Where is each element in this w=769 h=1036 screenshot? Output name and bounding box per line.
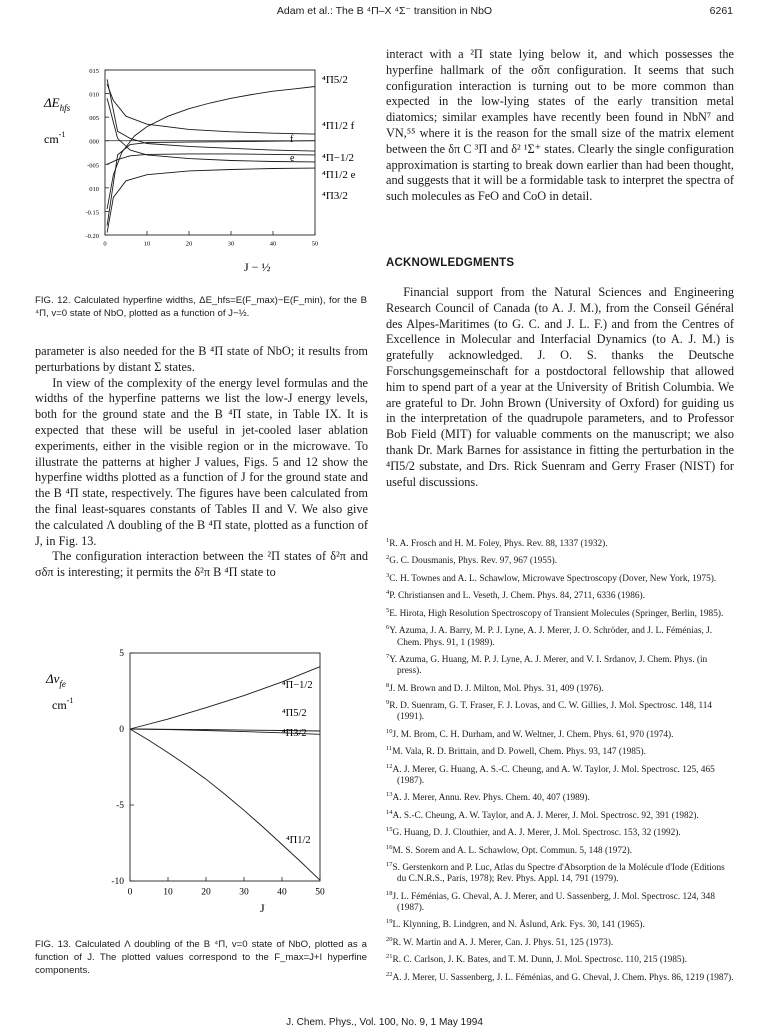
reference-number: 12 [386,762,393,770]
reference-item [386,622,734,648]
fig12-ytick-label: -005 [87,162,99,170]
reference-item [386,535,734,550]
reference-text: E. Hirota, High Resolution Spectroscopy of Transient Molecules (Springer, Berlin, 1985). [389,609,724,620]
reference-text: G. C. Dousmanis, Phys. Rev. 97, 967 (1955). [389,556,558,567]
reference-number: 6 [386,624,390,632]
fig12-ytick-label: -0.20 [85,233,99,240]
fig12-y-ticks [85,68,109,240]
fig12-label-pi52: ⁴Π5/2 [322,74,348,86]
reference-number: 5 [386,606,390,614]
fig13-label-pi52: ⁴Π5/2 [282,708,307,719]
fig12-xtick-label: 10 [143,240,151,248]
fig12-xtick-label: 30 [227,240,235,248]
reference-item [386,761,734,787]
reference-number: 14 [386,808,393,816]
reference-text: S. Gerstenkorn and P. Luc, Atlas du Spectre d'Absorption de la Molécule d'Iode (Editions du C.N.R.S., Paris, 1978); Rev. Phys. Appl. 14, 791 (1979). [392,863,725,885]
fig13-label-pi12: ⁴Π1/2 [286,835,311,846]
reference-item [386,916,734,931]
reference-item [386,651,734,677]
reference-text: A. J. Merer, G. Huang, A. S.-C. Cheung, and A. W. Taylor, J. Mol. Spectrosc. 125, 465 (1987). [392,764,715,786]
reference-text: J. M. Brown and D. J. Milton, Mol. Phys. 31, 409 (1976). [389,683,604,694]
fig12-ytick-label: 015 [89,68,99,75]
fig12-series-line-4 [107,154,315,164]
left-column-body [35,344,368,581]
reference-text: R. C. Carlson, J. K. Bates, and T. M. Dunn, J. Mol. Spectrosc. 110, 215 (1985). [392,955,687,966]
page-number: 6261 [709,5,733,17]
reference-item [386,859,734,885]
reference-number: 20 [386,935,393,943]
reference-number: 18 [386,889,393,897]
figure-12-chart [0,60,380,285]
reference-item [386,605,734,620]
reference-list [386,535,734,986]
fig13-ytick-label: 0 [119,725,124,735]
acknowledgments-heading: ACKNOWLEDGMENTS [386,257,515,269]
left-paragraph-3: The configuration interaction between the ²Π states of δ²π and σδπ is interesting; it permits the δ²π B ⁴Π state to [35,549,368,580]
fig13-ytick-label: -10 [111,877,124,887]
fig12-curves [105,79,315,232]
reference-item [386,743,734,758]
reference-item [386,697,734,723]
fig12-ytick-label: 005 [89,115,99,123]
fig13-x-ticks [128,877,325,898]
fig12-series-line-6 [107,168,315,233]
figure-13-caption: FIG. 13. Calculated Λ doubling of the B ⁴Π, v=0 state of NbO, plotted as a function of J. The plotted values correspond to the F_max=J+I hyperfine components. [35,939,367,976]
fig12-series-line-1 [107,84,315,134]
reference-item [386,552,734,567]
fig12-xlabel: J − ½ [244,260,271,274]
reference-item [386,680,734,695]
fig13-label-pim12: ⁴Π−1/2 [282,680,313,691]
fig13-label-pi32: ⁴Π3/2 [282,728,307,739]
reference-number: 2 [386,554,390,562]
fig12-ytick-label: 010 [89,91,99,99]
running-title: Adam et al.: The B ⁴Π–X ⁴Σ⁻ transition in NbO [276,5,493,17]
reference-text: R. D. Suenram, G. T. Fraser, F. J. Lovas, and C. W. Gillies, J. Mol. Spectrosc. 148, 114 (1991). [389,701,713,723]
fig12-label-pi32: ⁴Π3/2 [322,190,348,202]
reference-text: J. L. Féménias, G. Cheval, A. J. Merer, and U. Sassenberg, J. Mol. Spectrosc. 124, 348 (1987). [392,891,715,913]
reference-item [386,587,734,602]
reference-text: M. S. Sorem and A. L. Schawlow, Opt. Commun. 5, 148 (1972). [392,845,633,856]
fig12-label-f: f [290,134,294,145]
fig13-xtick-label: 40 [277,887,287,898]
fig12-label-pi12f: ⁴Π1/2 f [322,120,355,132]
acknowledgments-text: Financial support from the Natural Sciences and Engineering Research Council of Canada (to A. J. M.), from the Conseil Général des Alpes-Maritimes (to G. C. and J. L. F.) and from the Centres of Excellence in Molecular and Interfacial Dynamics (to A. J. M.) is gratefully acknowledged. J. O. S. thanks the Deutsche Forschungsgemeinschaft for a postdoctoral fellowship that allowed him to spend part of a year at the University of British Columbia. We are grateful to Dr. John Brown (University of Oxford) for guiding us in the interpretation of the quadrupole parameters, and to Professor Bob Field (MIT) for valuable comments on the manuscript; we also thank Dr. Mark Barnes for assistance in fitting the perturbation in the ⁴Π5/2 substate, and Drs. Rick Suenram and Gerry Fraser (NIST) for useful discussions. [386,285,734,489]
reference-number: 19 [386,918,393,926]
reference-item [386,842,734,857]
fig13-curves [130,667,320,881]
reference-number: 7 [386,653,390,660]
fig13-ytick-label: -5 [116,801,124,811]
reference-text: R. A. Frosch and H. M. Foley, Phys. Rev. 88, 1337 (1932). [389,539,608,550]
fig12-ylabel: $\Delta E_{hfs}$ [44,95,71,113]
reference-text: A. J. Merer, U. Sassenberg, J. L. Féménias, and G. Cheval, J. Chem. Phys. 86, 1219 (1987). [392,972,734,983]
fig13-xtick-label: 30 [239,887,249,898]
fig12-label-pi12e: ⁴Π1/2 e [322,169,356,181]
reference-text: P. Christiansen and L. Veseth, J. Chem. Phys. 84, 2711, 6336 (1986). [389,591,645,602]
reference-text: A. S.-C. Cheung, A. W. Taylor, and A. J. Merer, J. Mol. Spectrosc. 92, 391 (1982). [392,810,699,821]
fig12-xtick-label: 50 [311,240,319,248]
fig13-xtick-label: 0 [127,887,133,898]
journal-footer: J. Chem. Phys., Vol. 100, No. 9, 1 May 1994 [286,1017,483,1028]
reference-number: 10 [386,727,393,735]
left-paragraph-2: In view of the complexity of the energy level formulas and the widths of the hyperfine patterns we list the low-J energy levels, both for the ground state and the B ⁴Π state, in Table IX. It is expected that these will be useful in jet-cooled laser ablation experiments, either in the visible region or in the microwave. To illustrate the patterns at higher J values, Figs. 5 and 12 show the hyperfine widths plotted as a function of J for the ground state and the B ⁴Π state, respectively. The figures have been calculated from the final least-squares constants of Tables II and V. We also give the calculated Λ doubling of the B ⁴Π state, plotted as a function of J, in Fig. 13. [35,375,368,548]
fig13-xtick-label: 20 [201,887,211,898]
reference-number: 21 [386,953,393,961]
reference-text: C. H. Townes and A. L. Schawlow, Microwave Spectroscopy (Dover, New York, 1975). [389,574,717,585]
left-paragraph-1: parameter is also needed for the B ⁴Π state of NbO; it results from perturbations by distant Σ states. [35,344,368,374]
reference-number: 3 [386,571,390,579]
reference-item [386,570,734,585]
reference-number: 11 [386,745,393,753]
fig13-y-ticks [111,649,134,887]
reference-number: 22 [386,970,393,978]
fig12-x-ticks [103,231,318,248]
fig12-yunit: $cm^{-1}$ [44,130,66,146]
reference-number: 9 [386,699,390,707]
fig12-series-line-2 [107,141,315,226]
fig13-xlabel: J [260,901,265,915]
reference-item [386,969,734,984]
reference-text: G. Huang, D. J. Clouthier, and A. J. Merer, J. Mol. Spectrosc. 153, 32 (1992). [392,828,681,839]
reference-item [386,951,734,966]
fig13-series-line-3 [130,729,320,880]
fig12-plot-frame [105,70,315,235]
fig12-xtick-label: 40 [269,240,277,248]
reference-text: L. Klynning, B. Lindgren, and N. Åslund, Ark. Fys. 30, 141 (1965). [392,920,645,931]
reference-number: 17 [386,861,393,869]
fig12-label-e: e [290,153,295,164]
fig13-yunit: $cm^{-1}$ [52,696,74,712]
fig12-label-pim12: ⁴Π−1/2 [322,152,355,164]
reference-text: A. J. Merer, Annu. Rev. Phys. Chem. 40, 407 (1989). [392,793,590,804]
reference-item [386,824,734,839]
reference-number: 8 [386,681,390,689]
reference-item [386,807,734,822]
reference-text: J. M. Brom, C. H. Durham, and W. Weltner, J. Chem. Phys. 61, 970 (1974). [392,729,674,740]
fig13-xtick-label: 10 [163,887,173,898]
reference-item [386,934,734,949]
fig13-series-line-0 [130,667,320,729]
figure-12-caption: FIG. 12. Calculated hyperfine widths, ΔE_hfs=E(F_max)−E(F_min), for the B ⁴Π, v=0 state of NbO, plotted as a function of J−½. [35,295,367,319]
fig12-xtick-label: 0 [103,240,107,248]
figure-13-chart [0,640,380,920]
reference-text: Y. Azuma, G. Huang, M. P. J. Lyne, A. J. Merer, and V. I. Srdanov, J. Chem. Phys. (in press). [389,655,708,677]
fig12-ytick-label: 000 [89,138,99,146]
right-paragraph-1: interact with a ²Π state lying below it, and which possesses the hyperfine hallmark of the σδπ configuration. It seems that such configuration interaction is turning out to be more common than expected in the low-lying states of the early transition metal diatomics; similar examples have recently been found in NbN⁷ and VN,⁵⁵ where it is the reason for the small size of the matrix element between the δπ C ³Π and δ² ¹Σ⁺ states. Clearly the single configuration approximation is starting to break down earlier than had been thought, and suggests that it will be a formidable task to interpret the spectra of such molecules as FeO and CoO in detail. [386,47,734,204]
reference-number: 16 [386,843,393,851]
reference-number: 15 [386,826,393,834]
reference-text: M. Vala, R. D. Brittain, and D. Powell, Chem. Phys. 93, 147 (1985). [392,747,646,758]
fig12-xtick-label: 20 [185,240,193,248]
fig12-ytick-label: 010 [89,185,99,193]
right-column-body [386,47,734,205]
fig13-ytick-label: 5 [119,649,124,659]
reference-text: Y. Azuma, J. A. Barry, M. P. J. Lyne, A. J. Merer, J. O. Schröder, and J. L. Féménias, J. Chem. Phys. 91, 1 (1989). [389,626,713,648]
reference-number: 4 [386,589,390,597]
fig13-ylabel: $\Delta\nu_{fe}$ [46,671,66,689]
reference-text: R. W. Martin and A. J. Merer, Can. J. Phys. 51, 125 (1973). [392,937,614,948]
reference-number: 13 [386,791,393,799]
fig12-ytick-label: -0.15 [85,209,99,217]
reference-item [386,726,734,741]
reference-item [386,789,734,804]
acknowledgments-body [386,285,734,490]
fig12-series-line-5 [107,98,315,162]
fig13-xtick-label: 50 [315,887,325,898]
reference-number: 1 [386,537,390,544]
reference-item [386,888,734,914]
